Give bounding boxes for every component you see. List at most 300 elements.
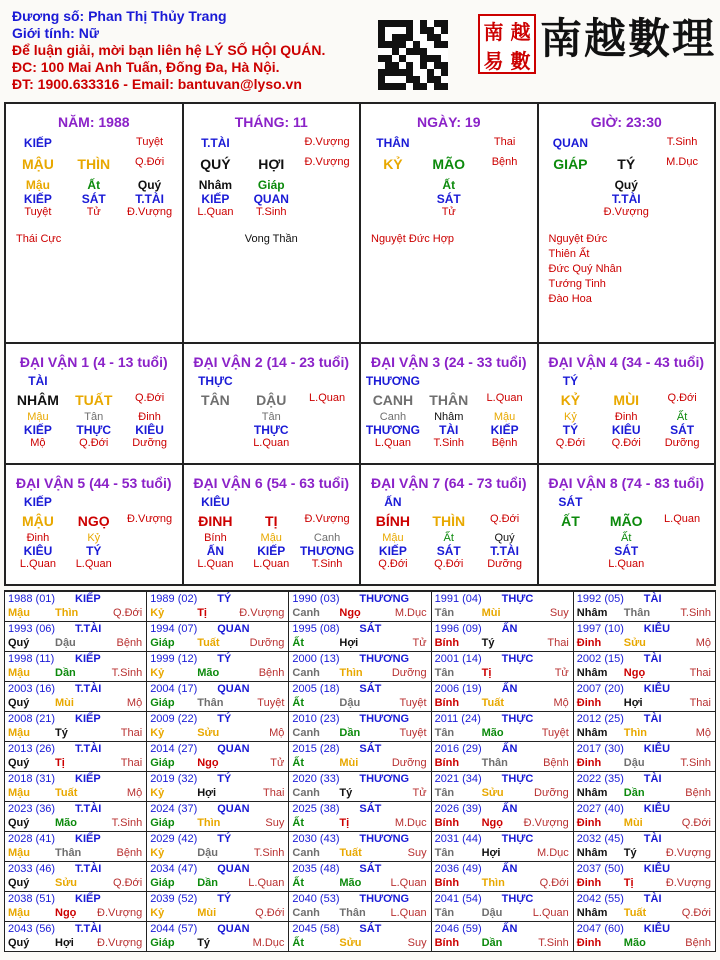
year-stem: Tân: [434, 667, 455, 679]
year-cell[interactable]: [432, 832, 574, 862]
ten-god-label: ẤN: [501, 623, 518, 635]
heavenly-stem: QUÝ: [200, 156, 231, 172]
year-branch: Dậu: [623, 757, 645, 769]
year-label: 2045 (58): [292, 923, 340, 935]
year-cell[interactable]: [574, 622, 716, 652]
hidden-god: T.TÀI: [611, 192, 641, 206]
dai-van-title: ĐẠI VẬN 4 (34 - 43 tuổi): [548, 354, 705, 370]
year-label: 2044 (57): [150, 923, 198, 935]
year-cell[interactable]: [147, 802, 289, 832]
hidden-god: [365, 192, 421, 206]
hidden-phase: Đ.Vượng: [603, 206, 649, 218]
hidden-god: THƯƠNG: [299, 544, 355, 558]
year-cell[interactable]: [574, 892, 716, 922]
year-label: 2011 (24): [434, 713, 481, 725]
year-phase: M.Dục: [252, 937, 285, 949]
year-cell[interactable]: [5, 652, 147, 682]
year-cell[interactable]: [574, 802, 716, 832]
dai-van-cell[interactable]: [184, 344, 362, 463]
hidden-phase: [299, 437, 355, 449]
year-stem: Tân: [434, 727, 455, 739]
hidden-stem: Tân: [84, 411, 104, 423]
year-cell[interactable]: [147, 712, 289, 742]
star-name: Nguyệt Đức: [548, 233, 608, 245]
heavenly-stem: NHÂM: [16, 392, 59, 408]
spacer: [598, 374, 654, 388]
year-stem: Quý: [8, 877, 30, 889]
ten-god-label: KIÊU: [201, 495, 230, 509]
year-branch: Dậu: [55, 637, 76, 649]
ten-god-label: ẤN: [501, 803, 518, 815]
hidden-phase: [477, 206, 533, 218]
year-cell[interactable]: [147, 922, 289, 952]
ten-god-label: KIẾP: [75, 893, 101, 905]
year-label: 1998 (11): [8, 653, 55, 665]
year-branch: Thìn: [197, 817, 221, 829]
year-stem: Ất: [292, 877, 304, 889]
year-cell[interactable]: [432, 892, 574, 922]
year-stem: Giáp: [150, 937, 175, 949]
year-branch: Dậu: [339, 697, 361, 709]
ten-god-label: THƯƠNG: [365, 374, 420, 388]
ten-god-label: TÀI: [643, 833, 662, 845]
year-stem: Bính: [434, 877, 460, 889]
star-list: [361, 232, 537, 247]
hidden-stem: Mậu: [382, 532, 404, 544]
stem-phase: L.Quan: [309, 392, 346, 404]
dai-van-stem-branch: [539, 513, 715, 529]
dai-van-stem-branch: [361, 392, 537, 408]
dai-van-cell[interactable]: [539, 465, 715, 584]
hidden-stems: [184, 178, 360, 192]
ten-god-label: THÂN: [376, 136, 410, 150]
year-cell[interactable]: [289, 862, 431, 892]
phase-label: T.Sinh: [666, 136, 698, 148]
year-label: 1999 (12): [150, 653, 198, 665]
hidden-gods: [539, 544, 715, 558]
star-name: Vong Thần: [244, 233, 298, 245]
star-name: Nguyệt Đức Hợp: [371, 233, 455, 245]
hidden-stems: [539, 532, 715, 544]
year-cell[interactable]: [574, 922, 716, 952]
year-cell[interactable]: [5, 922, 147, 952]
phase-label: Tuyệt: [136, 136, 164, 148]
year-label: 2035 (48): [292, 863, 340, 875]
year-stem: Canh: [292, 847, 320, 859]
pillar-stem-branch: [184, 156, 360, 172]
year-cell[interactable]: [289, 772, 431, 802]
year-cell[interactable]: [147, 892, 289, 922]
year-cell[interactable]: [5, 802, 147, 832]
hidden-phases: [539, 558, 715, 570]
year-phase: Bệnh: [685, 937, 711, 949]
ten-god-label: TÝ: [217, 773, 232, 785]
year-cell[interactable]: [289, 622, 431, 652]
year-branch: Hợi: [197, 787, 217, 799]
year-stem: Canh: [292, 607, 320, 619]
year-stem: Quý: [8, 757, 30, 769]
year-branch: Thìn: [339, 667, 363, 679]
hidden-gods: [184, 544, 360, 558]
hidden-stem: Giáp: [257, 178, 285, 192]
spacer: [243, 374, 299, 388]
ten-god-label: ẤN: [384, 495, 402, 509]
hidden-phases: [6, 206, 182, 218]
year-cell[interactable]: [147, 652, 289, 682]
year-stem: Ất: [292, 757, 304, 769]
seal-char: 數: [510, 49, 531, 73]
hidden-phase: L.Quan: [253, 437, 290, 449]
ten-god-label: QUAN: [217, 803, 250, 815]
year-stem: Nhâm: [576, 667, 608, 679]
dai-van-stem-branch: [184, 392, 360, 408]
year-phase: Bệnh: [116, 847, 143, 859]
year-stem: Quý: [8, 817, 30, 829]
year-cell[interactable]: [289, 832, 431, 862]
ten-god-label: T.TÀI: [75, 863, 102, 875]
year-stem: Nhâm: [576, 727, 608, 739]
hidden-phase: Dưỡng: [487, 558, 522, 570]
year-branch: Sửu: [623, 637, 646, 649]
year-label: 2033 (46): [8, 863, 56, 875]
year-phase: Bệnh: [116, 637, 143, 649]
ten-god-label: THỰC: [501, 833, 534, 845]
hidden-stems: [184, 532, 360, 544]
year-phase: T.Sinh: [680, 607, 711, 619]
year-phase: Suy: [407, 937, 427, 949]
ten-god-label: QUAN: [217, 683, 250, 695]
ten-god-label: THỰC: [501, 893, 534, 905]
year-stem: Kỷ: [150, 727, 165, 739]
pillar-top-row: [361, 136, 537, 150]
year-cell[interactable]: [574, 712, 716, 742]
year-stem: Đinh: [576, 877, 602, 889]
year-phase: T.Sinh: [111, 667, 143, 679]
hidden-phase: [654, 558, 710, 570]
star-name: Thái Cực: [16, 233, 62, 245]
year-label: 2006 (19): [434, 683, 482, 695]
year-cell[interactable]: [289, 652, 431, 682]
year-branch: Tý: [339, 787, 353, 799]
year-cell[interactable]: [147, 772, 289, 802]
pillar-stem-branch: [539, 156, 715, 172]
year-cell[interactable]: [574, 592, 716, 622]
year-cell[interactable]: [5, 862, 147, 892]
year-cell[interactable]: [432, 922, 574, 952]
year-stem: Mậu: [8, 727, 30, 739]
pillar-cell: [6, 104, 184, 342]
year-stem: Giáp: [150, 877, 175, 889]
year-stem: Bính: [434, 637, 460, 649]
hidden-gods: [184, 192, 360, 206]
year-cell[interactable]: [147, 622, 289, 652]
spacer: [477, 374, 533, 388]
hidden-phases: [184, 206, 360, 218]
year-label: 2010 (23): [292, 713, 340, 725]
pillar-cell: [184, 104, 362, 342]
year-cell[interactable]: [5, 712, 147, 742]
year-phase: Thai: [689, 697, 711, 709]
hidden-phase: L.Quan: [197, 558, 234, 570]
year-phase: Tử: [270, 757, 285, 769]
stem-phase: Q.Đới: [134, 392, 165, 404]
ten-god-label: SÁT: [359, 683, 382, 695]
hidden-phases: [184, 437, 360, 449]
year-stem: Kỷ: [150, 667, 165, 679]
year-cell[interactable]: [432, 742, 574, 772]
year-branch: Tị: [481, 667, 492, 679]
earthly-branch: THÌN: [77, 156, 111, 172]
hidden-god: KIẾP: [490, 423, 519, 437]
year-cell[interactable]: [147, 682, 289, 712]
year-phase: Suy: [549, 607, 569, 619]
hidden-phase: [365, 206, 421, 218]
hidden-god: [299, 423, 355, 437]
year-branch: Mùi: [55, 697, 74, 709]
hidden-god: SÁT: [81, 192, 106, 206]
year-cell[interactable]: [147, 832, 289, 862]
annual-luck-table: [4, 590, 716, 952]
year-label: 1993 (06): [8, 623, 56, 635]
year-label: 2003 (16): [8, 683, 56, 695]
hidden-god: SÁT: [436, 544, 461, 558]
pillar-row: [6, 104, 714, 344]
year-cell[interactable]: [5, 892, 147, 922]
year-label: 2025 (38): [292, 803, 340, 815]
stem-phase: L.Quan: [486, 392, 523, 404]
hidden-stems: [539, 411, 715, 423]
dai-van-cell[interactable]: [6, 344, 184, 463]
year-cell[interactable]: [432, 682, 574, 712]
ten-god-label: SÁT: [359, 863, 382, 875]
year-branch: Mùi: [197, 907, 217, 919]
year-branch: Tuất: [481, 697, 504, 709]
year-branch: Tị: [623, 877, 634, 889]
year-stem: Bính: [434, 817, 460, 829]
year-cell[interactable]: [432, 712, 574, 742]
stem-phase: Đ.Vượng: [304, 156, 350, 168]
ten-god-label: KIÊU: [643, 863, 671, 875]
ten-god-label: QUAN: [217, 863, 250, 875]
year-phase: Tuyệt: [541, 727, 569, 739]
ten-god-label: KIẾP: [23, 136, 52, 150]
year-cell[interactable]: [5, 592, 147, 622]
hidden-god: [122, 544, 178, 558]
year-cell[interactable]: [432, 652, 574, 682]
year-cell[interactable]: [289, 892, 431, 922]
year-branch: Ngọ: [197, 757, 219, 769]
hidden-god: THỰC: [76, 423, 112, 437]
year-cell[interactable]: [5, 682, 147, 712]
year-cell[interactable]: [574, 862, 716, 892]
spacer: [421, 374, 477, 388]
hidden-phase: Đ.Vượng: [126, 206, 173, 218]
dai-van-title: ĐẠI VẬN 7 (64 - 73 tuổi): [370, 475, 527, 491]
year-branch: Dần: [339, 727, 361, 739]
year-label: 1991 (04): [434, 593, 482, 605]
pillar-cell: [539, 104, 715, 342]
year-label: 2018 (31): [8, 773, 56, 785]
hidden-god: [543, 192, 599, 206]
spacer: [421, 495, 477, 509]
ten-god-label: ẤN: [501, 923, 518, 935]
ten-god-label: THỰC: [501, 713, 534, 725]
year-branch: Tý: [55, 727, 68, 739]
hidden-phases: [539, 437, 715, 449]
phase-label: Đ.Vượng: [304, 136, 350, 148]
hidden-phase: L.Quan: [75, 558, 112, 570]
ten-god-label: THƯƠNG: [359, 713, 410, 725]
dai-van-god-row: [539, 495, 715, 509]
year-phase: Q.Đới: [681, 817, 711, 829]
year-branch: Mão: [481, 727, 504, 739]
year-phase: Đ.Vượng: [97, 907, 143, 919]
year-cell[interactable]: [574, 832, 716, 862]
dai-van-god-row: [6, 374, 182, 388]
year-stem: Canh: [292, 907, 320, 919]
star-list: [539, 232, 715, 307]
dai-van-cell[interactable]: [361, 344, 539, 463]
year-phase: M.Dục: [394, 817, 427, 829]
ten-god-label: ẤN: [501, 683, 518, 695]
year-phase: Dưỡng: [391, 667, 427, 679]
hidden-stem: [365, 178, 421, 192]
year-phase: Q.Đới: [255, 907, 285, 919]
year-branch: Hợi: [55, 937, 74, 949]
year-cell[interactable]: [5, 832, 147, 862]
hidden-stem: [188, 411, 244, 423]
hidden-phase: Q.Đới: [611, 437, 641, 449]
year-cell[interactable]: [432, 622, 574, 652]
year-label: 1997 (10): [576, 623, 624, 635]
spacer: [122, 495, 178, 509]
dai-van-stem-branch: [184, 513, 360, 529]
earthly-branch: TÝ: [617, 156, 636, 172]
dai-van-cell[interactable]: [184, 465, 362, 584]
dai-van-title: ĐẠI VẬN 8 (74 - 83 tuổi): [548, 475, 705, 491]
year-stem: Đinh: [576, 637, 602, 649]
year-label: 1990 (03): [292, 593, 340, 605]
hidden-god: SÁT: [436, 192, 461, 206]
year-cell[interactable]: [574, 682, 716, 712]
year-cell[interactable]: [289, 712, 431, 742]
year-phase: Mộ: [695, 727, 711, 739]
year-branch: Tý: [623, 847, 637, 859]
year-branch: Mão: [197, 667, 220, 679]
year-cell[interactable]: [432, 802, 574, 832]
ten-god-label: KIÊU: [643, 623, 671, 635]
year-branch: Tị: [197, 607, 207, 619]
spacer: [243, 136, 299, 150]
year-label: 2039 (52): [150, 893, 198, 905]
dai-van-row: [6, 465, 714, 584]
hidden-stem: Kỷ: [87, 532, 101, 544]
hidden-gods: [361, 192, 537, 206]
hidden-god: [654, 192, 710, 206]
year-label: 2007 (20): [576, 683, 624, 695]
year-cell[interactable]: [147, 592, 289, 622]
year-cell[interactable]: [574, 742, 716, 772]
dai-van-god-row: [361, 374, 537, 388]
dai-van-cell[interactable]: [6, 465, 184, 584]
spacer: [243, 495, 299, 509]
earthly-branch: DẬU: [256, 392, 287, 408]
year-cell[interactable]: [5, 622, 147, 652]
hidden-phase: [122, 558, 178, 570]
dai-van-cell[interactable]: [539, 344, 715, 463]
year-cell[interactable]: [289, 742, 431, 772]
hidden-stems: [6, 178, 182, 192]
year-cell[interactable]: [432, 772, 574, 802]
year-stem: Mậu: [8, 787, 30, 799]
ten-god-label: TÝ: [562, 374, 579, 388]
earthly-branch: MÃO: [609, 513, 643, 529]
year-phase: Bệnh: [258, 667, 285, 679]
year-cell[interactable]: [147, 742, 289, 772]
year-cell[interactable]: [289, 802, 431, 832]
year-stem: Canh: [292, 727, 320, 739]
year-cell[interactable]: [574, 652, 716, 682]
ten-god-label: THỰC: [198, 374, 233, 388]
ten-god-label: KIẾP: [75, 653, 101, 665]
year-phase: Mộ: [695, 637, 711, 649]
heavenly-stem: CANH: [372, 392, 414, 408]
year-label: 1989 (02): [150, 593, 198, 605]
year-phase: Mộ: [269, 727, 285, 739]
year-label: 2029 (42): [150, 833, 198, 845]
year-stem: Giáp: [150, 757, 175, 769]
hidden-phase: Mộ: [30, 437, 46, 449]
brand-logo: 南越數理: [540, 14, 717, 63]
year-stem: Tân: [434, 847, 455, 859]
dai-van-god-row: [361, 495, 537, 509]
year-cell[interactable]: [147, 862, 289, 892]
year-stem: Canh: [292, 787, 320, 799]
hidden-stem: Mậu: [27, 411, 49, 423]
year-branch: Thân: [197, 697, 224, 709]
year-cell[interactable]: [432, 862, 574, 892]
year-cell[interactable]: [5, 742, 147, 772]
qr-code[interactable]: [378, 20, 448, 90]
year-cell[interactable]: [289, 922, 431, 952]
ten-god-label: T.TÀI: [75, 683, 102, 695]
year-label: 2047 (60): [576, 923, 624, 935]
phone-email-line[interactable]: ĐT: 1900.633316 - Email: bantuvan@lyso.vn: [12, 76, 302, 92]
year-stem: Bính: [434, 937, 460, 949]
hidden-phase: T.Sinh: [255, 206, 287, 218]
year-stem: Mậu: [8, 847, 30, 859]
year-branch: Dần: [623, 787, 645, 799]
year-cell[interactable]: [432, 592, 574, 622]
heavenly-stem: ẤT: [561, 513, 580, 529]
year-branch: Mão: [623, 937, 646, 949]
ten-god-label: THƯƠNG: [359, 833, 410, 845]
hidden-stem: Đinh: [614, 411, 638, 423]
year-cell[interactable]: [289, 592, 431, 622]
hidden-god: [299, 192, 355, 206]
hidden-phase: Bệnh: [491, 437, 518, 449]
year-cell[interactable]: [5, 772, 147, 802]
year-phase: Mộ: [126, 787, 143, 799]
hidden-gods: [6, 544, 182, 558]
hidden-phase: [188, 437, 244, 449]
year-cell[interactable]: [574, 772, 716, 802]
dai-van-cell[interactable]: [361, 465, 539, 584]
hidden-stem: [122, 532, 178, 544]
dai-van-god-row: [184, 495, 360, 509]
ten-god-label: THỰC: [501, 773, 534, 785]
year-cell[interactable]: [289, 682, 431, 712]
